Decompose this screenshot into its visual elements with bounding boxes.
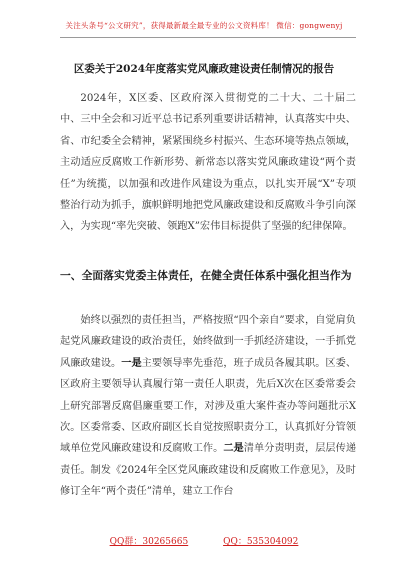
paragraph-text	[60, 310, 356, 503]
qq-group-link[interactable]: QQ群：30265665	[109, 537, 189, 547]
body-paragraph-1	[60, 88, 356, 238]
footer	[0, 534, 408, 547]
header-divider	[60, 37, 356, 38]
enumeration-marker-1: 一是	[121, 356, 142, 369]
header-banner: 关注头条号“公文研究”，获得最新最全最专业的公文资料库！ 微信：gongwenyj	[65, 21, 343, 30]
paragraph-text-segment: 主要领导率先垂范，班子成员各履其职。区委、区政府主要领导认真履行第一责任人职责，先后X次在区委常委会上研究部署反腐倡廉重要工作，对涉及重大案件查办等问题批示X次。区委常委、区政府副区长自觉按照职责分工，认真抓好分管领域单位党风廉政建设和反腐败工作。	[60, 357, 357, 455]
document-title: 区委关于2024年度落实党风廉政建设责任制情况的报告	[73, 63, 335, 75]
enumeration-marker-2: 二是	[223, 442, 244, 455]
body-paragraph-2	[60, 310, 356, 503]
paragraph-text-segment: 清单分责明责，层层传递责任。制发《2024年全区党风廉政建设和反腐败工作意见》，及时修订全年“两个责任”清单，建立工作台	[60, 443, 357, 498]
section-heading-1: 一、全面落实党委主体责任，在健全责任体系中强化担当作为	[60, 269, 352, 282]
qq-contact-link[interactable]: QQ：535304092	[223, 537, 299, 547]
paragraph-text: 2024年，X区委、区政府深入贯彻党的二十大、二十届二中、三中全会和习近平总书记系列重要讲话精神，认真落实中央、省、市纪委全会精神，紧紧围绕乡村振兴、生态环境等热点领域，主动适应反腐败工作新形势、新常态以落实党风廉政建设“两个责任”为统揽，以加强和改进作风建设为重点，以扎实开展“X”专项整治行动为抓手，旗帜鲜明地把党风廉政建设和反腐败斗争引向深入，为实现“率先突破、领跑X”宏伟目标提供了坚强的纪律保障。	[60, 93, 356, 233]
paragraph-text-segment: 始终以强烈的责任担当，严格按照“四个亲自”要求，自觉肩负起党风廉政建设的政治责任，始终做到一手抓经济建设，一手抓党风廉政建设。	[60, 315, 356, 369]
